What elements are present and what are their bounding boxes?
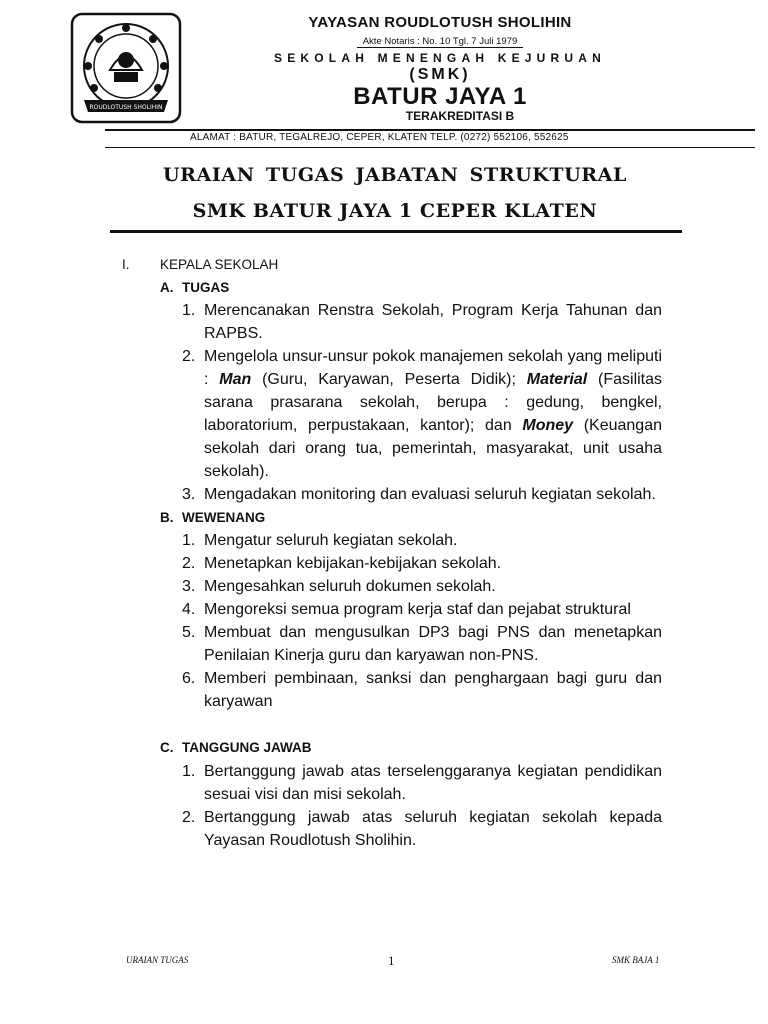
list-item <box>182 806 662 852</box>
item-text: Bertanggung jawab atas terselenggaranya kegiatan pendidikan sesuai visi dan misi sekolah. <box>204 763 662 803</box>
list-item <box>182 299 662 345</box>
item-text-part: (Guru, Karyawan, Peserta Didik); <box>251 371 527 388</box>
item-emphasis: Material <box>526 371 588 388</box>
subsection-letter: C. <box>160 740 174 755</box>
notary-info: Akte Notaris : No. 10 Tgl. 7 Juli 1979 <box>357 36 524 48</box>
footer-right: SMK BAJA 1 <box>612 955 660 965</box>
list-item <box>182 529 662 552</box>
subsection-tugas-heading <box>160 280 229 295</box>
item-number: 6. <box>182 670 196 687</box>
letterhead-rule-bottom <box>105 147 755 148</box>
footer-left: URAIAN TUGAS <box>126 955 189 965</box>
tugas-list <box>182 299 662 506</box>
list-item <box>182 575 662 598</box>
school-logo <box>70 12 182 124</box>
foundation-name: YAYASAN ROUDLOTUSH SHOLIHIN <box>308 14 572 31</box>
item-text-part: (Keuangan sekolah dari orang tua, pemerintah, masyarakat, unit usaha sekolah). <box>204 417 662 480</box>
subsection-letter: B. <box>160 510 174 525</box>
subsection-title: TUGAS <box>182 280 230 295</box>
item-number: 1. <box>182 532 196 549</box>
item-text-part: Mengelola unsur-unsur pokok manajemen sekolah yang meliputi : <box>204 348 662 388</box>
item-number: 1. <box>182 302 196 319</box>
item-number: 1. <box>182 763 196 780</box>
item-number: 2. <box>182 555 196 572</box>
item-text: Menetapkan kebijakan-kebijakan sekolah. <box>204 555 502 572</box>
item-number: 2. <box>182 348 196 365</box>
list-item <box>182 598 662 621</box>
item-number: 4. <box>182 601 196 618</box>
section-title: KEPALA SEKOLAH <box>160 257 279 272</box>
item-text: Mengatur seluruh kegiatan sekolah. <box>204 532 458 549</box>
item-text: Bertanggung jawab atas seluruh kegiatan sekolah kepada Yayasan Roudlotush Sholihin. <box>204 809 662 849</box>
item-text: Merencanakan Renstra Sekolah, Program Kerja Tahunan dan RAPBS. <box>204 302 662 342</box>
accreditation: TERAKREDITASI B <box>405 109 515 123</box>
list-item <box>182 760 662 806</box>
subsection-title: TANGGUNG JAWAB <box>182 740 312 755</box>
title-underline <box>110 230 682 233</box>
item-text: Mengoreksi semua program kerja staf dan pejabat struktural <box>204 601 631 618</box>
subsection-title: WEWENANG <box>182 510 266 525</box>
item-text: Membuat dan mengusulkan DP3 bagi PNS dan menetapkan Penilaian Kinerja guru dan karyawan non-PNS. <box>204 624 662 664</box>
item-emphasis: Man <box>219 371 252 388</box>
section-number: I. <box>122 257 130 272</box>
item-number: 2. <box>182 809 196 826</box>
document-title-line2: SMK BATUR JAYA 1 CEPER KLATEN <box>192 200 598 222</box>
school-abbr: (SMK) <box>409 66 471 83</box>
school-name: BATUR JAYA 1 <box>353 83 527 110</box>
school-type: SEKOLAH MENENGAH KEJURUAN <box>273 51 606 65</box>
item-text: Memberi pembinaan, sanksi dan penghargaan bagi guru dan karyawan <box>204 670 662 710</box>
item-number: 3. <box>182 486 196 503</box>
tanggung-jawab-list <box>182 760 662 852</box>
item-emphasis: Money <box>522 417 574 434</box>
item-text: Mengesahkan seluruh dokumen sekolah. <box>204 578 496 595</box>
item-text: Mengadakan monitoring dan evaluasi seluruh kegiatan sekolah. <box>204 486 656 503</box>
letterhead-rule-top <box>105 129 755 131</box>
school-address: ALAMAT : BATUR, TEGALREJO, CEPER, KLATEN TELP. (0272) 552106, 552625 <box>190 132 569 143</box>
list-item <box>182 345 662 483</box>
item-text-part: (Fasilitas sarana prasarana sekolah, berupa : gedung, bengkel, laboratorium, perpustakaan, kantor); dan <box>204 371 663 434</box>
subsection-letter: A. <box>160 280 174 295</box>
list-item <box>182 621 662 667</box>
document-title-line1: URAIAN TUGAS JABATAN STRUKTURAL <box>163 164 627 186</box>
subsection-wewenang-heading <box>160 510 265 525</box>
wewenang-list <box>182 529 662 713</box>
item-number: 3. <box>182 578 196 595</box>
subsection-tanggung-jawab-heading <box>160 740 312 755</box>
item-number: 5. <box>182 624 196 641</box>
list-item <box>182 483 662 506</box>
svg-text:ROUDLOTUSH SHOLIHIN: ROUDLOTUSH SHOLIHIN <box>89 104 163 111</box>
page-number: 1 <box>388 953 395 968</box>
letterhead <box>190 12 690 123</box>
list-item <box>182 667 662 713</box>
list-item <box>182 552 662 575</box>
